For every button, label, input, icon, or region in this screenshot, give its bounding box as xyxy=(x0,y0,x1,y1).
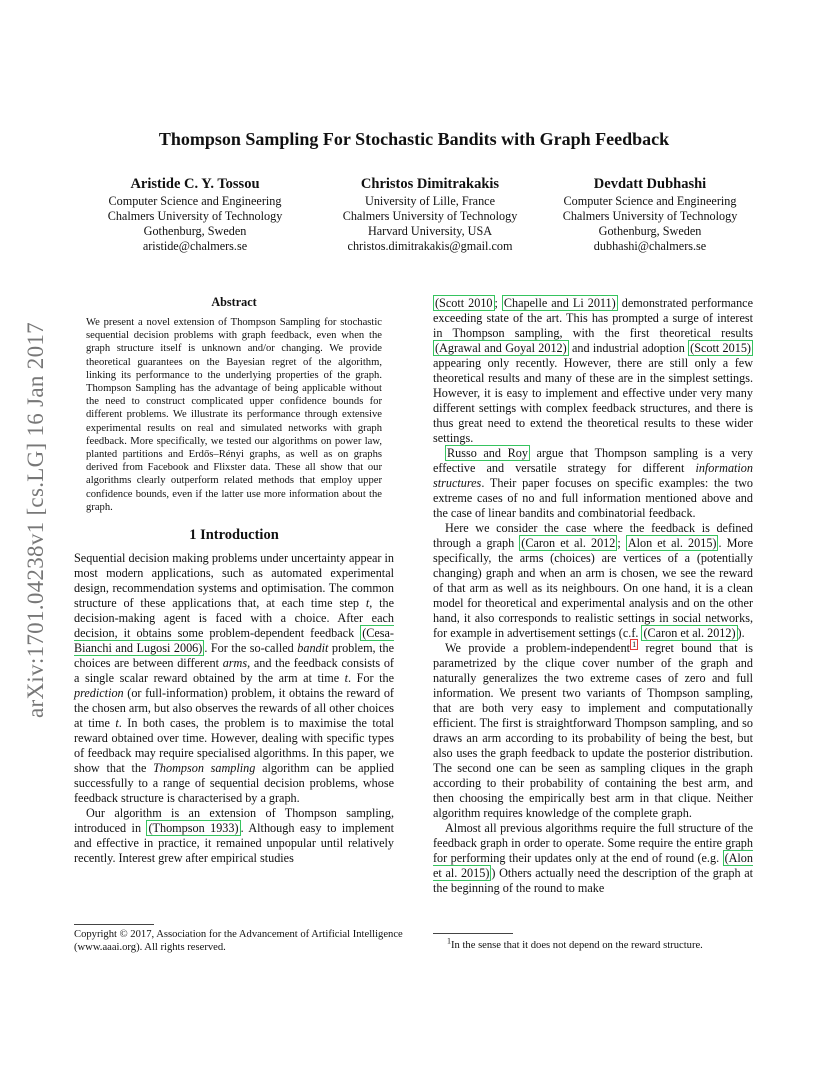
right-paragraph-3: Here we consider the case where the feedback is defined through a graph (Caron et al. 2012 ; Alon et al. 2015) . More specifically, the arms (choices) are vertices of a (potentially changing) graph and when an arm is chosen, we see the reward of that arm as well as its neighbours. On one hand, it is a clean model for theoretical and experimental analysis and on the other hand, it also corresponds to realistic settings in social networks, for example in advertisement settings (c.f. (Caron et al. 2012) ). xyxy=(433,521,753,640)
author-affiliation: Chalmers University of Technology xyxy=(342,209,518,223)
right-paragraph-4: We provide a problem-independent $^1$ regret bound that is parametrized by the clique cover number of the graph and naturally generalizes the two extreme cases of zero and full information. We present two variants of Thompson sampling, that are both very easy to implement and computationally efficient. The first is straightforward Thompson sampling, and so draws an arm according to its probability of being the best, but also uses the graph feedback to update the posterior distribution. The second one can be seen as sampling cliques in the graph according to their probability of containing the best arm, and then choosing the empirically best arm in that clique. Neither algorithm requires knowledge of the complete graph. xyxy=(433,639,754,820)
citation-link[interactable]: (Caron et al. 2012) xyxy=(643,626,736,640)
author-email: dubhashi@chalmers.se xyxy=(593,239,707,253)
footnote xyxy=(447,936,757,952)
author-1 xyxy=(80,175,310,254)
abstract-text: We present a novel extension of Thompson Sampling for stochastic sequential decision problems with graph feedback, even when the graph structure itself is unknown and/or changing. We provide theoretical guarantees on the Bayesian regret of the algorithm, linking its performance to the underlying properties of the graph. Thompson Sampling has the advantage of being applicable without the need to construct complicated upper confidence bounds for different problems. We illustrate its performance through extensive experimental results on real and simulated networks with graph feedback. More specifically, we tested our algorithms on power law, planted partitions and Erdős–Rényi graphs, as well as on graphs derived from Facebook and Flixster data. These all show that our algorithms clearly outperform related methods that employ upper confidence bounds, even if the latter use more information about the graph. xyxy=(86,317,382,513)
arxiv-identifier: arXiv:1701.04238v1 [cs.LG] 16 Jan 2017 xyxy=(23,322,48,718)
footnote-number: 1 xyxy=(447,936,451,946)
author-affiliation: Chalmers University of Technology xyxy=(562,209,738,223)
author-name: Aristide C. Y. Tossou xyxy=(130,176,260,192)
copyright-rule xyxy=(74,924,154,925)
citation-link[interactable]: (Alon et al. 2015) xyxy=(433,851,753,880)
citation-link[interactable]: (Agrawal and Goyal 2012) xyxy=(435,341,567,355)
abstract-heading: Abstract xyxy=(211,295,257,309)
right-paragraph-1: (Scott 2010 ; Chapelle and Li 2011) demonstrated performance exceeding state of the art. This has prompted a surge of interest in Thompson sampling, with the first theoretical results (Agrawal and Goyal 2012) and industrial adoption (Scott 2015) appearing only recently. However, there are still only a few theoretical results and many of these are in the simplest settings. However, it is easy to implement and effective under very many different settings with complex feedback structures, and there is thus great need to extend the theoretical results to these wider settings. xyxy=(433,296,753,445)
footnote-marker[interactable]: 1 xyxy=(632,639,637,649)
author-name: Devdatt Dubhashi xyxy=(593,176,707,192)
author-email: aristide@chalmers.se xyxy=(142,239,248,253)
author-3 xyxy=(535,175,765,254)
citation-link[interactable]: (Cesa-Bianchi and Lugosi 2006) xyxy=(74,626,394,656)
section-heading-introduction: 1 Introduction xyxy=(189,527,279,544)
citation-link[interactable]: Russo and Roy xyxy=(447,446,528,460)
citation-link[interactable]: Alon et al. 2015) xyxy=(627,536,717,550)
right-paragraph-5: Almost all previous algorithms require the full structure of the feedback graph in order to operate. Some require the entire graph for performing their updates only at the end of round (e.g. (Alon et al. 2015) ) Others actually need the description of the graph at the beginning of the round to make xyxy=(433,821,753,895)
right-paragraph-2: Russo and Roy argue that Thompson sampling is a very effective and versatile strategy for different information structures. Their paper focuses on specific examples: the two extreme cases of no and full information mentioned above and the case of linear bandits and combinatorial feedback. xyxy=(433,446,754,520)
author-location: Gothenburg, Sweden xyxy=(598,224,702,238)
citation-link[interactable]: (Thompson 1933) xyxy=(148,821,239,836)
right-column xyxy=(433,296,753,896)
author-affiliation: Chalmers University of Technology xyxy=(107,209,283,223)
citation-link[interactable]: (Scott 2015) xyxy=(690,341,751,355)
author-email: christos.dimitrakakis@gmail.com xyxy=(347,239,513,253)
footnote-rule xyxy=(433,933,513,934)
citation-link[interactable]: (Scott 2010 xyxy=(435,296,493,310)
intro-paragraph-2: Our algorithm is an extension of Thompson sampling, introduced in (Thompson 1933) . Although easy to implement and effective in practice, it remained unpopular until relatively recently. Interest grew after empirical studies xyxy=(74,806,394,866)
citation-link[interactable]: (Caron et al. 2012 xyxy=(521,536,616,550)
left-column xyxy=(74,295,394,866)
author-affiliation: Harvard University, USA xyxy=(367,224,493,238)
author-affiliation: Computer Science and Engineering xyxy=(108,194,282,208)
arxiv-side-stamp xyxy=(16,290,56,750)
citation-link[interactable]: Chapelle and Li 2011) xyxy=(503,296,616,310)
paper-title: Thompson Sampling For Stochastic Bandits with Graph Feedback xyxy=(158,129,670,149)
author-name: Christos Dimitrakakis xyxy=(360,176,500,192)
author-2 xyxy=(315,175,545,254)
author-location: Gothenburg, Sweden xyxy=(143,224,247,238)
intro-paragraph-1: Sequential decision making problems under uncertainty appear in most modern applications, such as automated experimental design, recommendation systems and optimisation. The common structure of these applications that, at each time step t, the decision-making agent is faced with a choice. After each decision, it obtains some problem-dependent feedback (Cesa-Bianchi and Lugosi 2006) . For the so-called bandit problem, the choices are between different arms, and the feedback consists of a single scalar reward obtained by the arm at time t. For the prediction (or full-information) problem, it obtains the reward of the chosen arm, but also observes the rewards of all other choices at time t. In both cases, the problem is to maximise the total reward obtained over time. However, dealing with specific types of feedback may require specialised algorithms. In this paper, we show that the Thompson sampling algorithm can be applied successfully to a range of sequential decision problems, whose feedback structure is characterised by a graph. xyxy=(74,551,395,806)
author-affiliation: Computer Science and Engineering xyxy=(563,194,737,208)
copyright-notice: Copyright © 2017, Association for the Advancement of Artificial Intelligence (www.aaai.org). All rights reserved. xyxy=(74,929,403,953)
author-affiliation: University of Lille, France xyxy=(365,194,495,208)
footnote-text: In the sense that it does not depend on the reward structure. xyxy=(451,940,703,951)
